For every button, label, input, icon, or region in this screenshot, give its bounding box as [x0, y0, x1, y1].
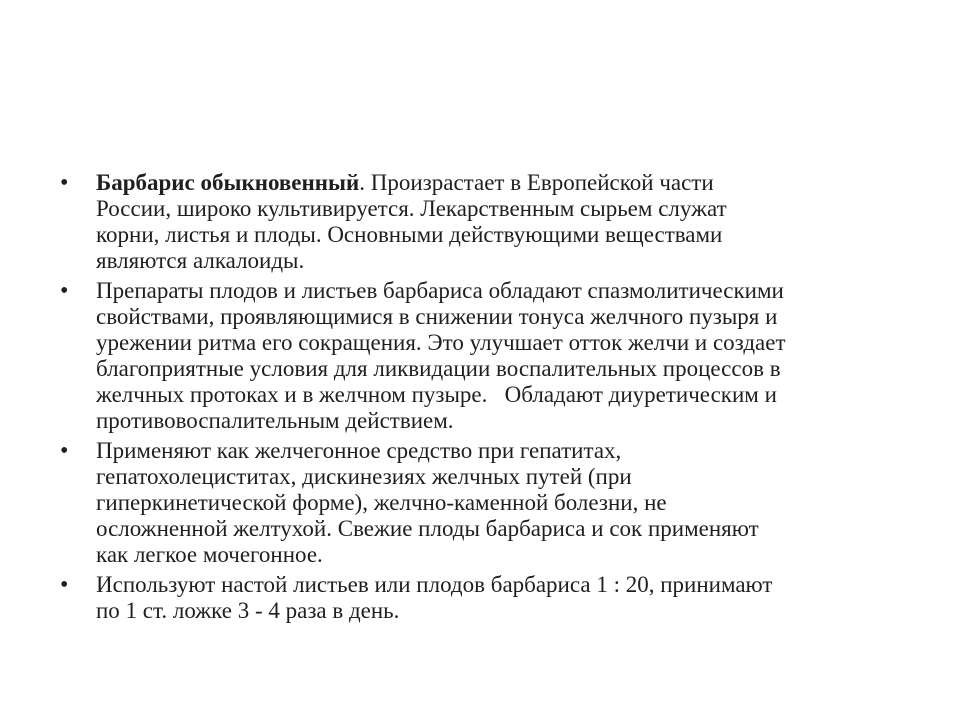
bullet-2-line-5: желчных протоках и в желчном пузыре. Обладают диуретическим и [96, 382, 777, 407]
bullet-1-line-1 [96, 170, 920, 196]
bullet-list [60, 170, 920, 628]
bullet-item-4 [60, 572, 920, 624]
bullet-dot-icon: • [60, 572, 69, 598]
bullet-1-line-3: корни, листья и плоды. Основными действующими веществами [96, 222, 723, 247]
bullet-1-line-4: являются алкалоиды. [96, 248, 305, 273]
bullet-4-line-1: Используют настой листьев или плодов барбариса 1 : 20, принимают [96, 572, 773, 597]
bullet-item-1 [60, 170, 920, 274]
bullet-3-line-4: осложненной желтухой. Свежие плоды барбариса и сок применяют [96, 516, 759, 541]
bullet-2-line-6: противовоспалительным действием. [96, 408, 454, 433]
bullet-3-line-2: гепатохолециститах, дискинезиях желчных путей (при [96, 464, 632, 489]
bullet-item-2 [60, 278, 920, 434]
bullet-item-3 [60, 438, 920, 568]
bullet-dot-icon: • [60, 438, 69, 464]
bullet-2-line-4: благоприятные условия для ликвидации воспалительных процессов в [96, 356, 781, 381]
bullet-1-line-1-text: . Произрастает в Европейской части [359, 170, 714, 195]
bullet-dot-icon: • [60, 170, 69, 196]
bullet-4-line-2: по 1 ст. ложке 3 - 4 раза в день. [96, 598, 400, 623]
bullet-2-line-2: свойствами, проявляющимися в снижении тонуса желчного пузыря и [96, 304, 778, 329]
bullet-1-line-2: России, широко культивируется. Лекарственным сырьем служат [96, 196, 727, 221]
bullet-3-line-3: гиперкинетической форме), желчно-каменной болезни, не [96, 490, 667, 515]
bullet-3-line-5: как легкое мочегонное. [96, 542, 323, 567]
bullet-1-bold-lead: Барбарис обыкновенный [96, 170, 360, 195]
bullet-3-line-1: Применяют как желчегонное средство при гепатитах, [96, 438, 622, 463]
bullet-2-line-3: урежении ритма его сокращения. Это улучшает отток желчи и создает [96, 330, 786, 355]
bullet-dot-icon: • [60, 278, 69, 304]
bullet-2-line-1: Препараты плодов и листьев барбариса обладают спазмолитическими [96, 278, 784, 303]
